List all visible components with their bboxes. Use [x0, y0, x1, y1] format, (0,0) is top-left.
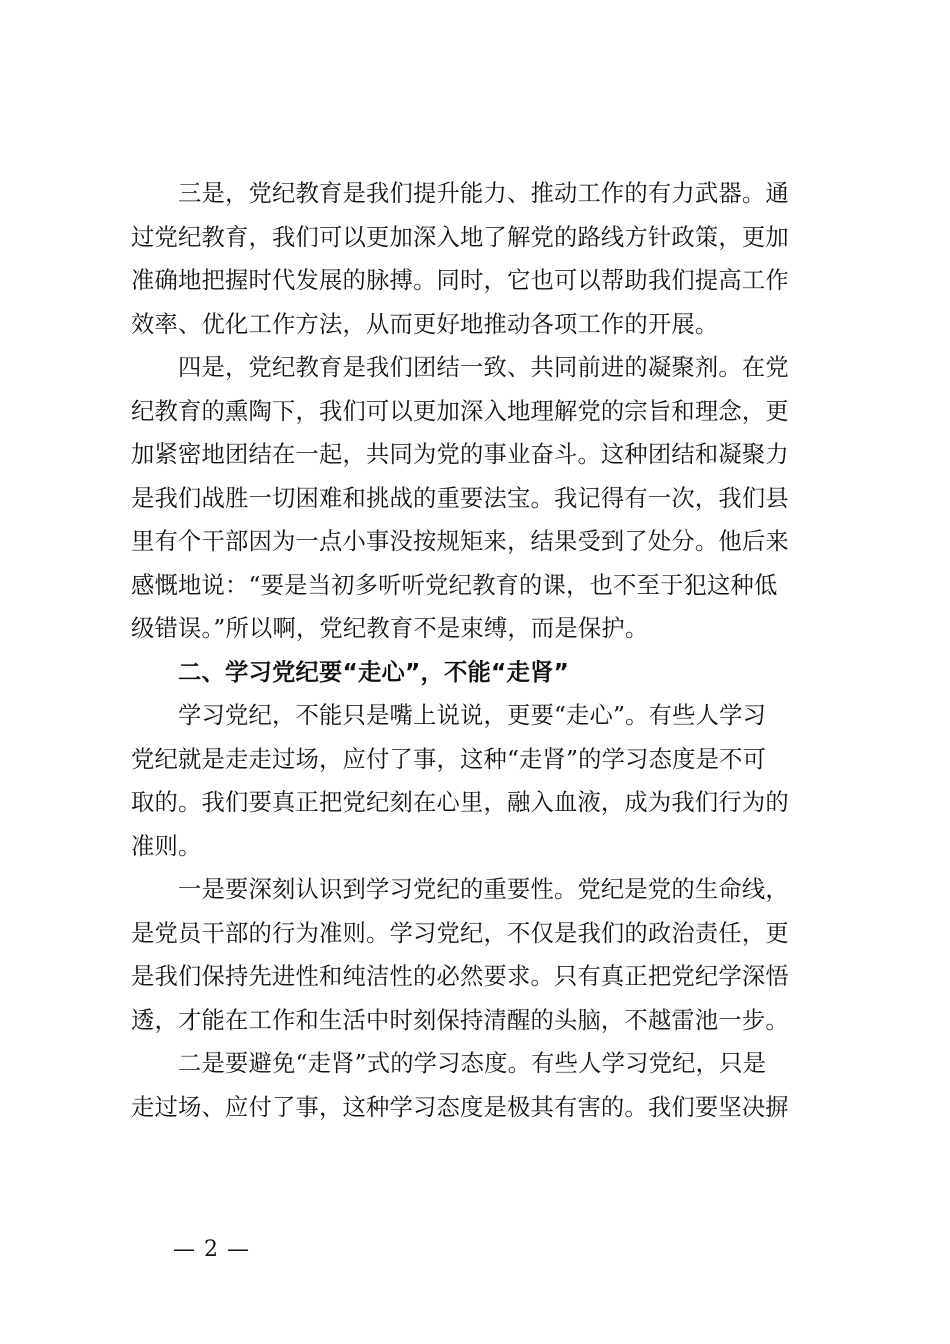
section-heading: 二、学习党纪要“走心”，不能“走肾” — [131, 658, 569, 686]
text-line: 透，才能在工作和生活中时刻保持清醒的头脑，不越雷池一步。 — [131, 1006, 789, 1034]
text-line: 感慨地说：“要是当初多听听党纪教育的课，也不至于犯这种低 — [131, 571, 778, 599]
text-line: 准则。 — [131, 832, 202, 860]
text-line: 党纪就是走走过场，应付了事，这种“走肾”的学习态度是不可 — [131, 745, 767, 773]
text-line: 准确地把握时代发展的脉搏。同时，它也可以帮助我们提高工作 — [131, 267, 789, 294]
text-line: 是党员干部的行为准则。学习党纪，不仅是我们的政治责任，更 — [131, 919, 789, 947]
text-line: 是我们保持先进性和纯洁性的必然要求。只有真正把党纪学深悟 — [131, 963, 789, 990]
text-line: 加紧密地团结在一起，共同为党的事业奋斗。这种团结和凝聚力 — [131, 441, 789, 468]
text-line: 级错误。”所以啊，党纪教育不是束缚，而是保护。 — [131, 615, 649, 642]
text-line: 效率、优化工作方法，从而更好地推动各项工作的开展。 — [131, 310, 719, 338]
text-line: 二是要避免“走肾”式的学习态度。有些人学习党纪，只是 — [131, 1050, 767, 1077]
text-line: 走过场、应付了事，这种学习态度是极其有害的。我们要坚决摒 — [131, 1093, 789, 1121]
text-line: 四是，党纪教育是我们团结一致、共同前进的凝聚剂。在党 — [131, 354, 789, 381]
text-line: 是我们战胜一切困难和挑战的重要法宝。我记得有一次，我们县 — [131, 484, 789, 512]
text-line: 取的。我们要真正把党纪刻在心里，融入血液，成为我们行为的 — [131, 789, 789, 816]
document-body — [131, 172, 831, 1129]
text-line: 学习党纪，不能只是嘴上说说，更要“走心”。有些人学习 — [131, 702, 767, 729]
text-line: 里有个干部因为一点小事没按规矩来，结果受到了处分。他后来 — [131, 528, 789, 555]
text-line: 一是要深刻认识到学习党纪的重要性。党纪是党的生命线， — [131, 876, 789, 903]
text-line: 三是，党纪教育是我们提升能力、推动工作的有力武器。通 — [131, 180, 789, 207]
text-line: 过党纪教育，我们可以更加深入地了解党的路线方针政策，更加 — [131, 223, 789, 251]
page-number: — 2 — — [173, 1237, 250, 1262]
text-line: 纪教育的熏陶下，我们可以更加深入地理解党的宗旨和理念，更 — [131, 397, 789, 425]
